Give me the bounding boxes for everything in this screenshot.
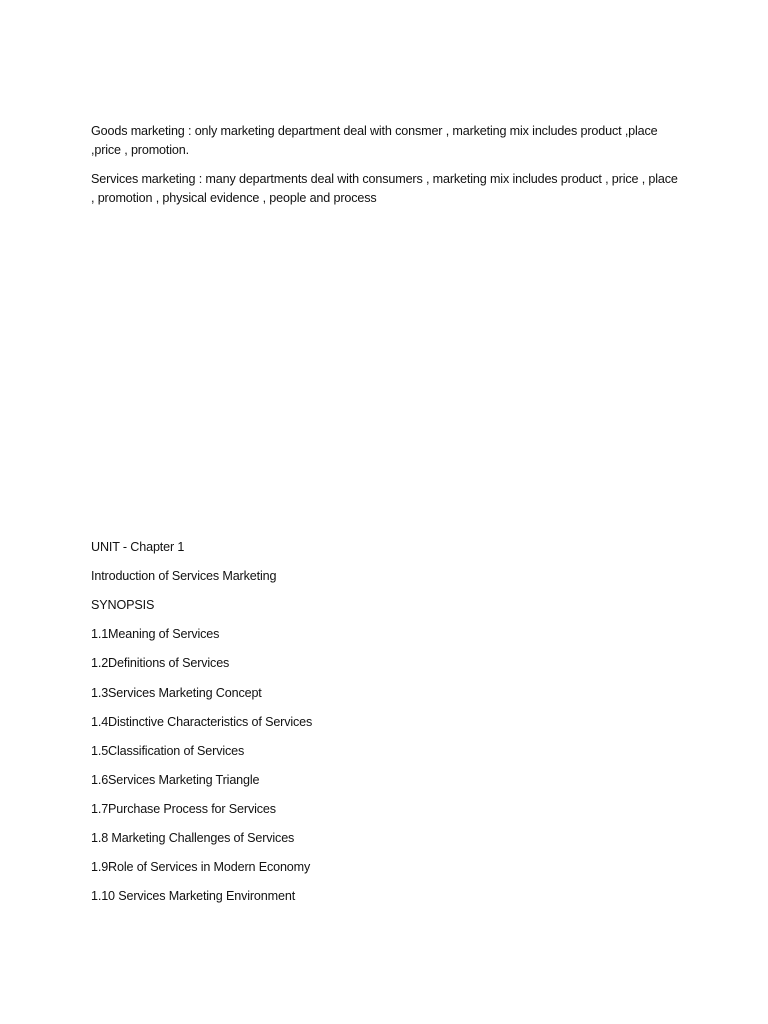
synopsis-item-1-2: 1.2Definitions of Services [91,656,230,670]
synopsis-item-1-5: 1.5Classification of Services [91,744,245,758]
services-marketing-paragraph: Services marketing : many departments deal with consumers , marketing mix includes product , price , place , promotion , physical evidence , people and process [91,172,678,205]
synopsis-item-1-3: 1.3Services Marketing Concept [91,686,262,700]
synopsis-item-1-4: 1.4Distinctive Characteristics of Services [91,715,313,729]
synopsis-item-1-8: 1.8 Marketing Challenges of Services [91,831,295,845]
chapter-title: Introduction of Services Marketing [91,569,277,583]
goods-marketing-paragraph: Goods marketing : only marketing department deal with consmer , marketing mix includes product ,place ,price , promotion. [91,124,658,157]
synopsis-label: SYNOPSIS [91,598,155,612]
synopsis-item-1-9: 1.9Role of Services in Modern Economy [91,860,311,874]
synopsis-item-1-10: 1.10 Services Marketing Environment [91,889,296,903]
unit-heading: UNIT - Chapter 1 [91,540,185,554]
synopsis-item-1-1: 1.1Meaning of Services [91,627,220,641]
synopsis-item-1-7: 1.7Purchase Process for Services [91,802,276,816]
synopsis-item-1-6: 1.6Services Marketing Triangle [91,773,260,787]
